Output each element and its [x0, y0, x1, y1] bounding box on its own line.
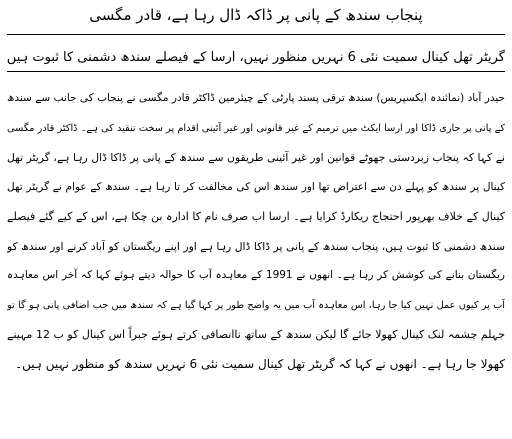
body-line: آب پر کیوں عمل نہیں کیا جا رہا، اس معاہدہ آب میں یہ واضح طور پر کہا گیا ہے کہ سندھ میں جب اضافی پانی ہو گا تو: [7, 299, 505, 311]
article-headline: پنجاب سندھ کے پانی پر ڈاکہ ڈال رہا ہے، قادر مگسی: [89, 6, 423, 24]
body-line: کینال کے خلاف بھرپور احتجاج ریکارڈ کرایا ہے۔ ارسا اب صرف نام کا ادارہ بن چکا ہے، اس کے کیے گئے فیصلے: [7, 210, 505, 223]
body-line: ریگستان بنانے کی کوشش کر رہا ہے۔ انھوں نے 1991 کے معاہدہ آب کا حوالہ دیتے ہوئے کہا کہ آخر اس معاہدہ: [7, 269, 505, 281]
body-line: نے کہا کہ پنجاب زبردستی جھوٹے قوانین اور غیر آئینی طریقوں سے سندھ کے پانی پر ڈاکا ڈال رہا ہے، گریٹر تھل: [7, 151, 505, 164]
headline-divider-bottom: [7, 71, 505, 72]
body-line: حیدر آباد (نمائندہ ایکسپریس) سندھ ترقی پسند پارٹی کے چیئرمین ڈاکٹر قادر مگسی نے پنجاب کی جانب سے سندھ: [7, 92, 505, 104]
body-line: کے پانی پر جاری ڈاکا اور ارسا ایکٹ میں ترمیم کے غیر قانونی اور غیر آئینی اقدام پر سخت تنقید کی ہے۔ ڈاکٹر قادر مگسی: [7, 122, 505, 134]
body-line: جہلم چشمہ لنک کینال کھولا جائے گا لیکن سندھ کے ساتھ ناانصافی کرتے ہوئے جبراً اس کینال کو ب 12 مہینے: [7, 328, 505, 341]
article-subheadline: گریٹر تھل کینال سمیت نئی 6 نہریں منظور نہیں، ارسا کے فیصلے سندھ دشمنی کا ثبوت ہیں: [7, 50, 505, 65]
body-line: سندھ دشمنی کا ثبوت ہیں، پنجاب سندھ کے پانی پر ڈاکا ڈال رہا ہے اور اپنے ریگستان کو آباد کرنے اور سندھ کو: [7, 239, 505, 253]
body-line: کینال پر سندھ کو پہلے دن سے اعتراض تھا اور سندھ اس کی مخالفت کر تا رہا ہے۔ سندھ کے عوام نے گریٹر تھل: [7, 180, 505, 193]
article-body: [7, 84, 505, 379]
body-line: کھولا جا رہا ہے۔ انھوں نے کہا کہ گریٹر تھل کینال سمیت نئی 6 نہریں سندھ کو منظور نہیں ہیں۔: [15, 356, 505, 371]
headline-divider-top: [7, 34, 505, 35]
